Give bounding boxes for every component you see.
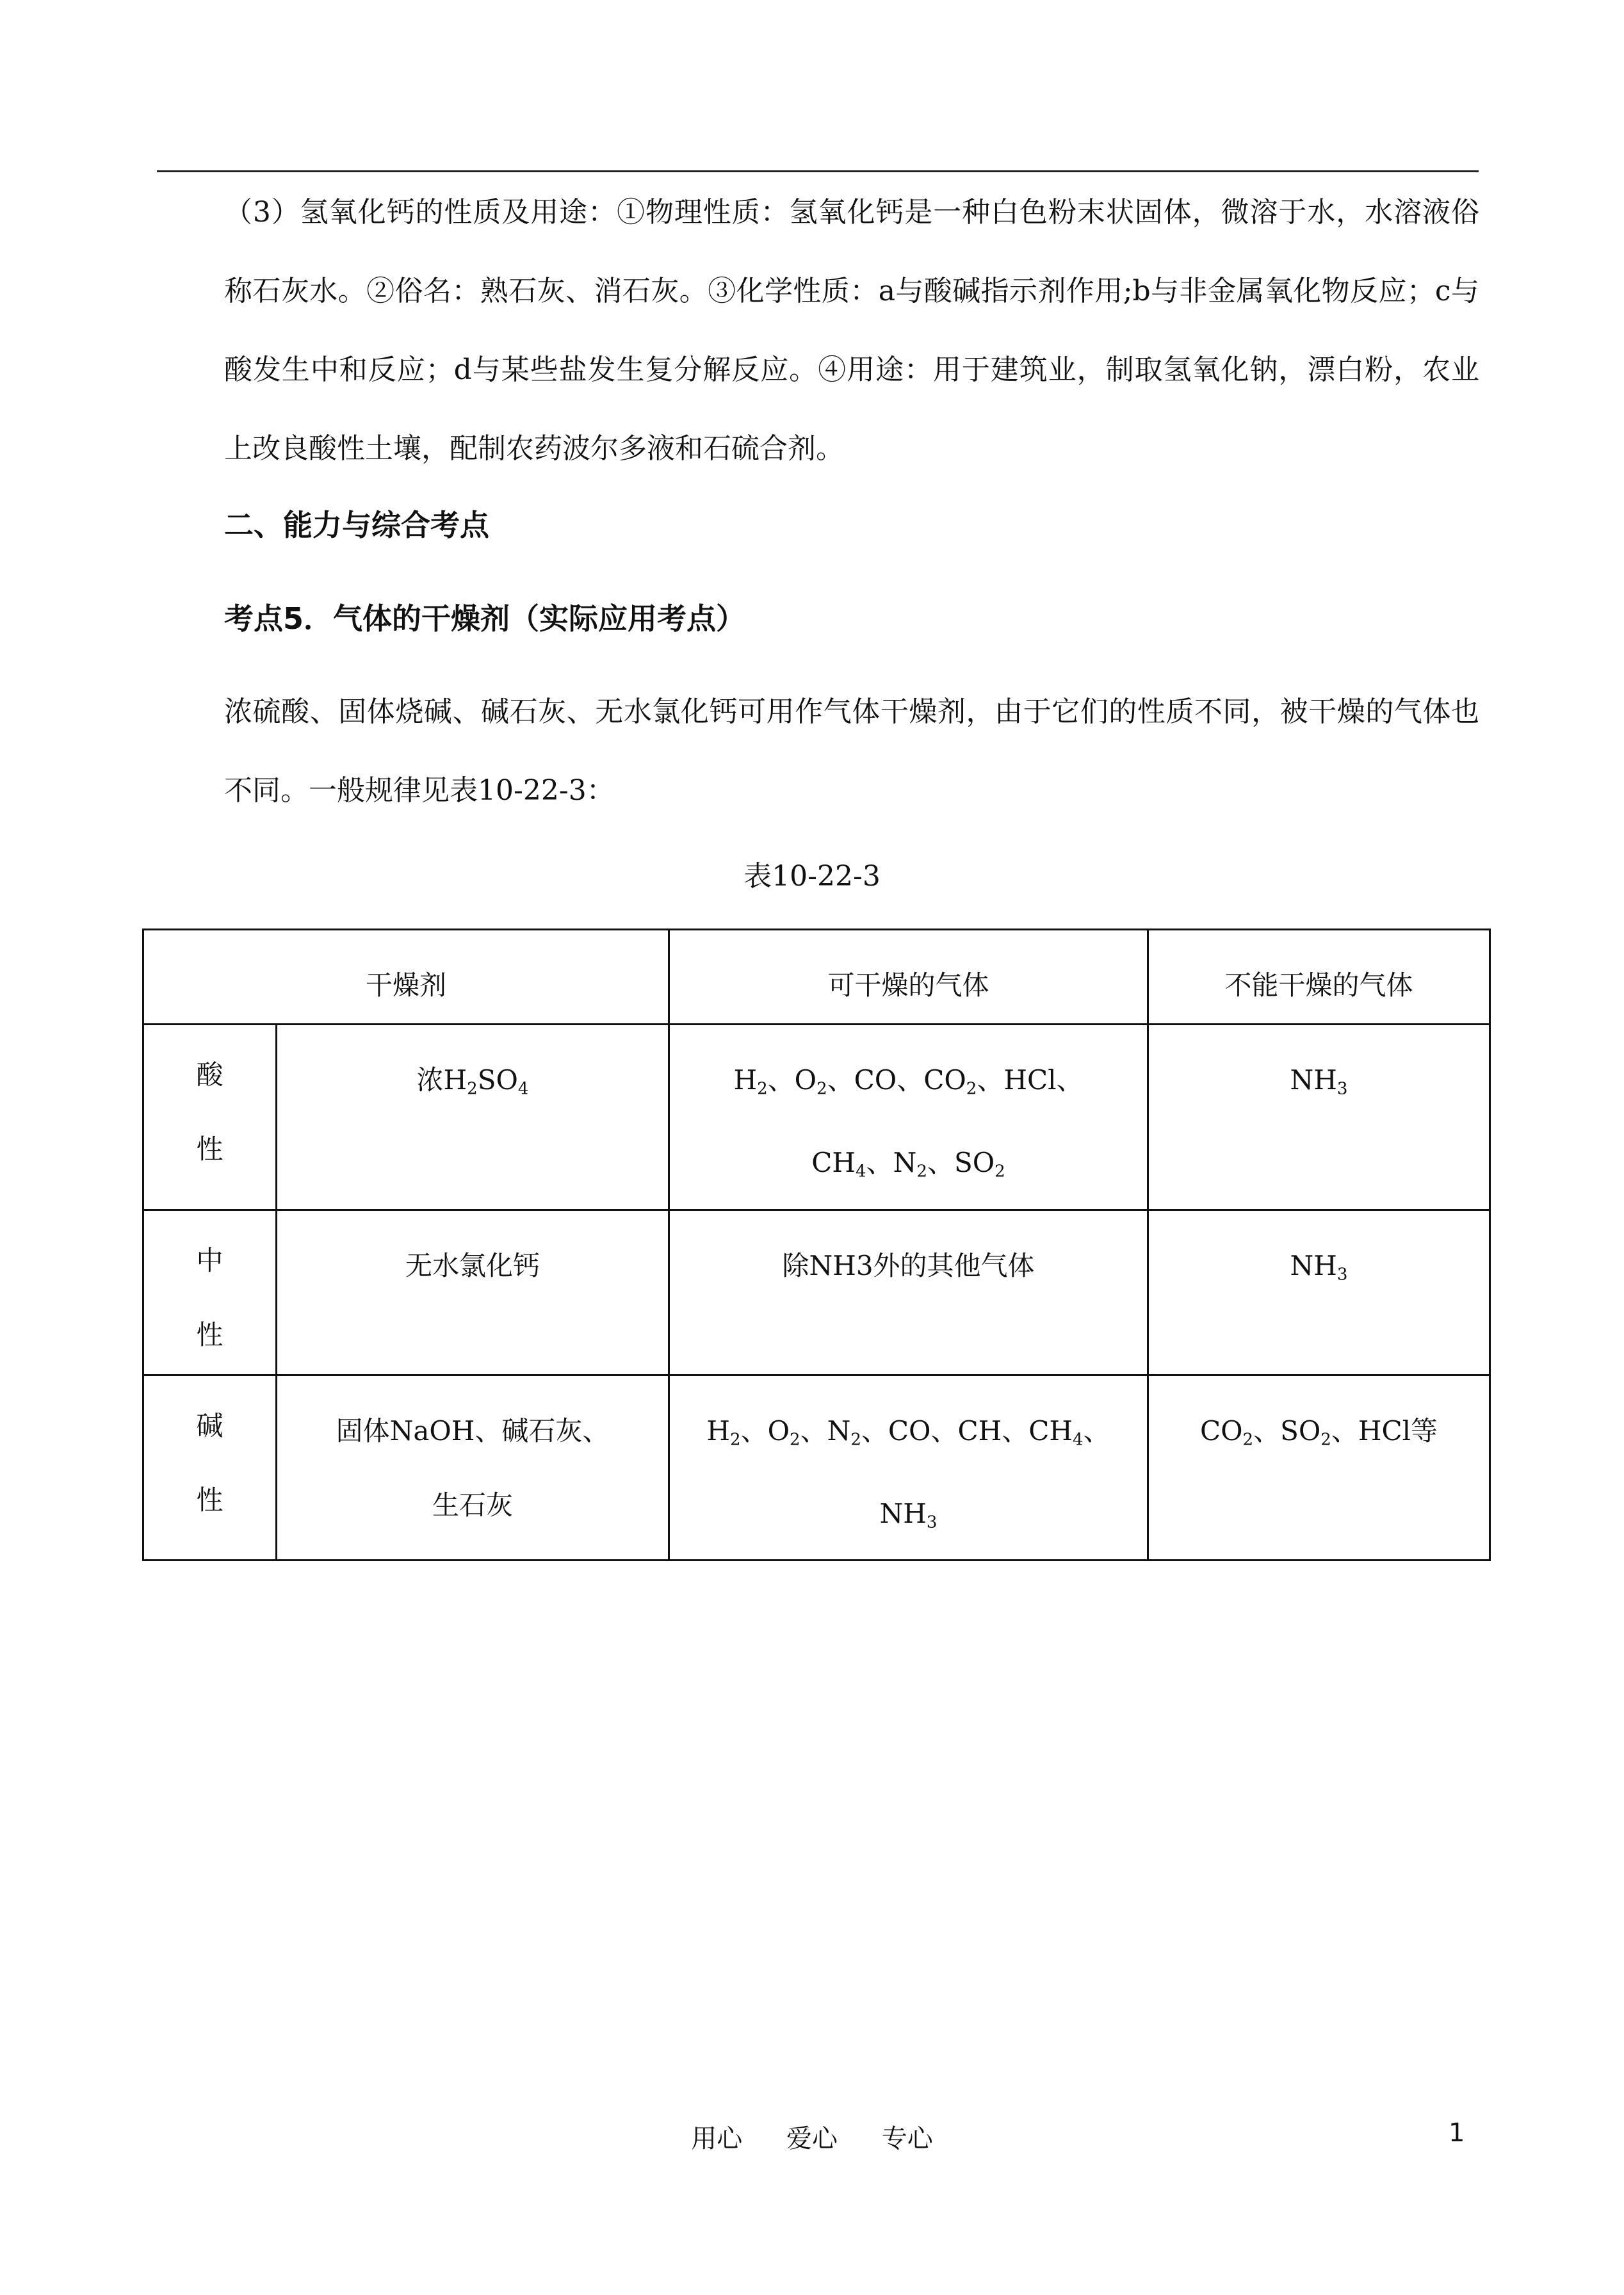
agent-cell: 无水氯化钙 [277, 1210, 669, 1375]
agent-cell: 浓$H_2SO_4$ [277, 1025, 669, 1210]
header-agent: 干燥剂 [143, 930, 669, 1025]
type-cell: 酸 性 [143, 1025, 277, 1210]
agent-cell: 固体NaOH、碱石灰、 生石灰 [277, 1375, 669, 1561]
footer-text: 专心 [881, 2124, 933, 2153]
footer-text: 用心 [691, 2124, 743, 2153]
type-cell: 碱 性 [143, 1375, 277, 1561]
cannot-dry-cell: $CO_2$、$SO_2$、HCl等 [1148, 1375, 1490, 1561]
header-cannot-dry: 不能干燥的气体 [1148, 930, 1490, 1025]
page-number: 1 [1449, 2118, 1465, 2148]
can-dry-cell: $H_2$、$O_2$、CO、$CO_2$、HCl、 $CH_4$、$N_2$、$SO_2$ [669, 1025, 1148, 1210]
desiccant-table [142, 929, 1491, 1561]
table-header-row [143, 930, 1490, 1025]
header-can-dry: 可干燥的气体 [669, 930, 1148, 1025]
can-dry-cell: $H_2$、$O_2$、$N_2$、CO、CH、$CH_4$、 $NH_3$ [669, 1375, 1148, 1561]
section-heading: 二、能力与综合考点 [224, 508, 489, 542]
header-rule [157, 170, 1479, 172]
point-heading: 考点5．气体的干燥剂（实际应用考点） [224, 601, 746, 636]
table-row [143, 1375, 1490, 1561]
table-caption: 表10-22-3 [743, 860, 881, 893]
paragraph-desiccants: 浓硫酸、固体烧碱、碱石灰、无水氯化钙可用作气体干燥剂，由于它们的性质不同，被干燥的气体也不同。一般规律见表10-22-3： [224, 695, 1479, 807]
cannot-dry-cell: $NH_3$ [1148, 1025, 1490, 1210]
footer-text: 爱心 [786, 2124, 838, 2153]
can-dry-cell: 除NH3外的其他气体 [669, 1210, 1148, 1375]
footer-motto [0, 2118, 1624, 2155]
type-cell: 中 性 [143, 1210, 277, 1375]
cannot-dry-cell: $NH_3$ [1148, 1210, 1490, 1375]
table-row [143, 1025, 1490, 1210]
table-row [143, 1210, 1490, 1375]
paragraph-calcium-hydroxide: （3）氢氧化钙的性质及用途：①物理性质：氢氧化钙是一种白色粉末状固体，微溶于水，水溶液俗称石灰水。②俗名：熟石灰、消石灰。③化学性质：a与酸碱指示剂作用;b与非金属氧化物反应；c与酸发生中和反应；d与某些盐发生复分解反应。④用途：用于建筑业，制取氢氧化钠，漂白粉，农业上改良酸性土壤，配制农药波尔多液和石硫合剂。 [224, 196, 1479, 465]
